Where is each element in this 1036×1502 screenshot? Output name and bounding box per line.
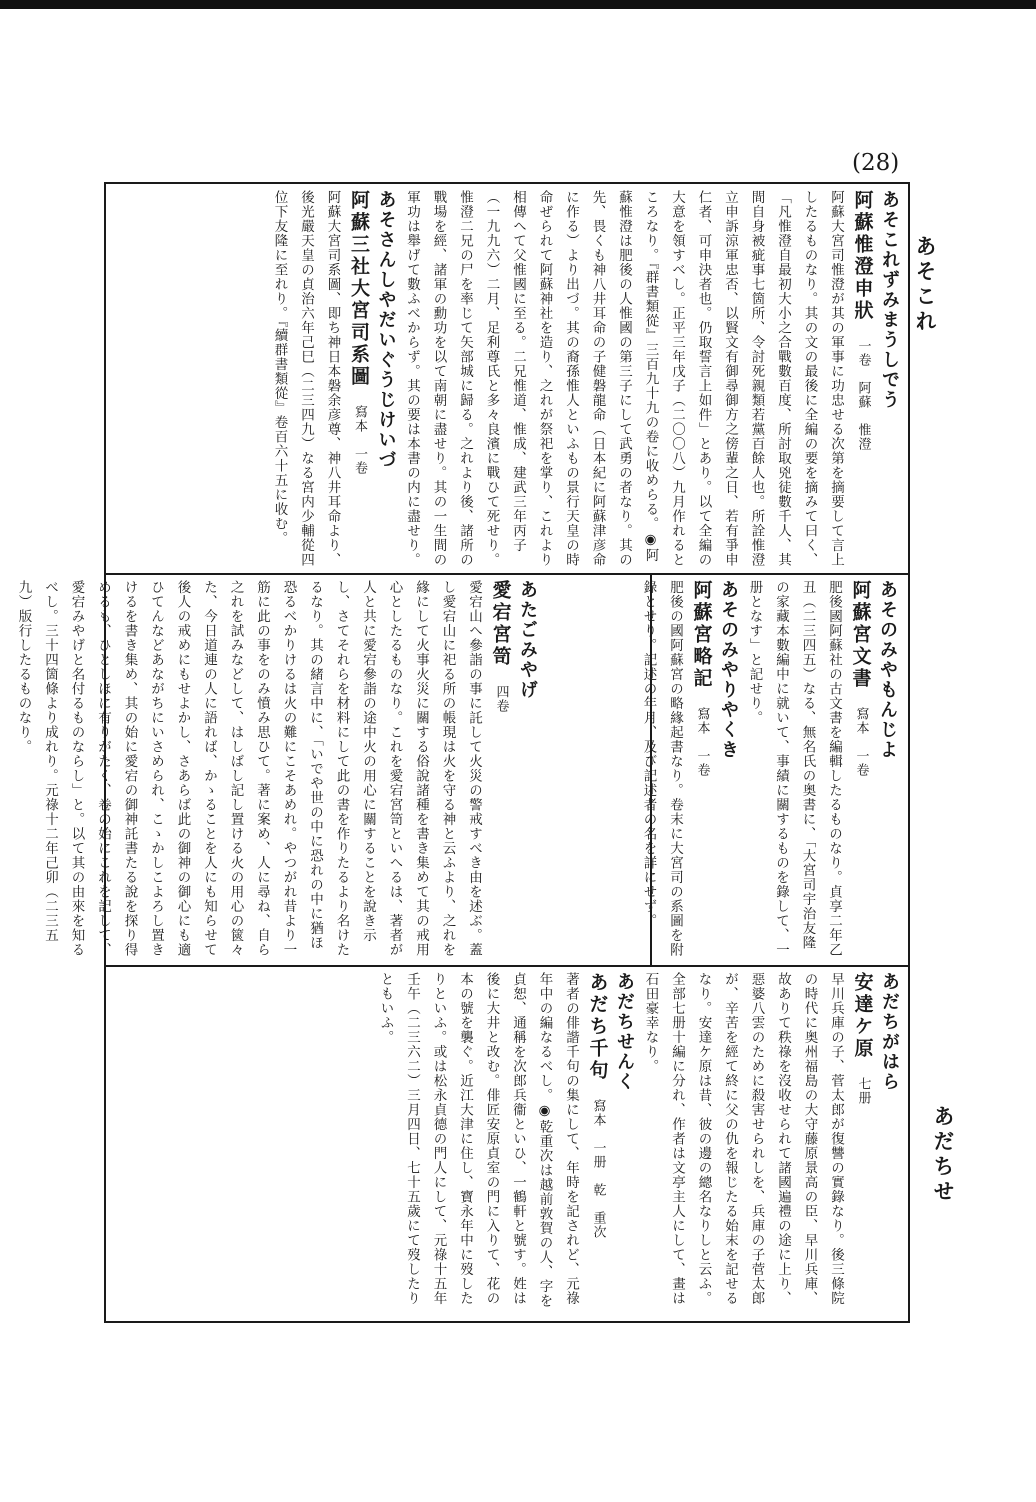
entry-text: 愛宕山へ參詣の事に託して火災の警戒すべき由を述ぶ。蓋し愛宕山に祀る所の帳現は火を守る神と云ふより、之れを緣にして火事火災に關する俗說諸種を書き集めて其の戒用心としたるものなり。これを愛宕宮笥といへるは、著者が人と共に愛宕參詣の途中火の用心に關することを說き示し、さてそれらを材料にして此の書を作りたるより名けたるなり。其の緒言中に、「いでや世の中に恐れの中に猶ほ恐るべかりけるは火の難にこそあめれ。やつがれ昔より一筋に此の事をのみ憤み思ひて。著に案め、人に尋ね、自ら之れを試みなどして、はしばし記し置ける火の用心の篋々た、今日道連の人に語れば、かゝることを人にも知らせて後人の戒めにもせよかし、さあらば此の御神の御心にも適ひてんなどあながちにいさめられ、こゝかしこよろし置きけるを書き集め、其の始に愛宕の御神託書たる說を探り得めるも、ひとしほに有りがたく、卷の始にこれを記して、愛宕みやげと名付るものならし」と。以て其の由來を知るべし。三十四箇條より成れり。元祿十二年己卯（二三五九）版行したるものなり。 xyxy=(15,580,482,957)
entry-title-line xyxy=(489,580,512,713)
entry-title: 阿蘇三社大宮司系圖 xyxy=(348,190,370,388)
page-number: (28) xyxy=(852,150,900,176)
entry-title-line xyxy=(586,972,609,1239)
entry-title-line xyxy=(851,190,874,451)
entry-title-line xyxy=(851,972,874,1105)
entry-text: 阿蘇大宮司系圖、即ち神日本磐余彦尊、神八井耳命より、後光嚴天皇の貞治六年己巳（二三四九）なる宮内少輔從四位下友隆に至れり。『續群書類從』卷百六十五に收む。 xyxy=(271,190,341,567)
entry-text: 阿蘇大宮司惟澄が其の軍事に功忠せる次第を摘要して言上したるものなり。其の文の最後に全編の要を摘みて曰く、「凡惟澄自最初大小之合戰數百度、所討取兇徒數千人、其間自身被疵事七箇所、令討死親類若黨百餘人也。所詮惟澄立申訴涼軍忠否、以賢文有御尋御方之傍輩之日、若有爭申仁者、可申決者也。仍取誓言上如件」とあり。以て全編の大意を領すべし。正平三年戊子（二〇〇八）九月作れるところなり。『群書類從』三百九十九の卷に收めらる。◉阿蘇惟澄は肥後の人惟國の第三子にして武勇の者なり。其の先、畏くも神八井耳命の子健磐龍命（日本紀に阿蘇津彦命に作る）より出づ。其の裔孫惟人といふもの景行天皇の時命ぜられて阿蘇神社を造り、之れが祭祀を掌り、これより相傳へて父惟國に至る。二兄惟道、惟成、建武三年丙子（一九九六）二月、足利尊氏と多々良濱に戰ひて死せり。惟澄二兄の尸を率じて矢部城に歸る。之れより後、諸所の戰場を經、諸軍の勳功を以て南朝に盡せり。其の一生間の軍功は舉げて數ふべからず。其の要は本書の内に盡せり。 xyxy=(404,190,844,567)
entry-kana-heading: あそのみやもんじよ xyxy=(877,580,898,760)
entry-kana-heading: あたごみやげ xyxy=(517,580,538,700)
margin-index-bottom: あだちせ xyxy=(931,1105,956,1205)
entry-title: 安達ケ原 xyxy=(851,972,874,1060)
page-top-rule xyxy=(0,0,1036,9)
entry-text: 早川兵庫の子、菅太郎が復讐の實錄なり。後三條院の時代に奥州福島の大守藤原景高の臣、早川兵庫、故ありて秩祿を沒收せられて諸國遍禮の途に上り、惡婆八雲のために殺害せられしを、兵庫の子菅太郎が、辛苦を經て終に父の仇を報じたる始末を記せるなり。安達ケ原は昔、彼の邊の總名なりしと云ふ。全部七册十編に分れ、作者は文亭主人にして、畫は石田豪幸なり。 xyxy=(642,972,844,1306)
entry-meta: 七册 xyxy=(855,1077,871,1105)
entry-block-top xyxy=(112,190,902,568)
entry-meta: 寫本 一卷 xyxy=(853,707,869,777)
entry-title: 阿蘇惟澄申狀 xyxy=(851,190,874,322)
entry-meta: 寫本 一册 乾 重次 xyxy=(590,1099,606,1239)
entry-title: 阿蘇宮略記 xyxy=(690,580,713,690)
entry-kana-heading: あだちがはら xyxy=(879,972,900,1092)
entry-text: 著者の俳諧千句の集にして、年時を記されど、元祿年中の編なるべし。◉乾重次は越前敦賀の人、字を貞恕、通稱を次郎兵衞といひ、一鶴軒と號す。姓は後に大井と改む。俳匠安原貞室の門に入りて、花の本の號を襲ぐ。近江大津に住し、寶永年中に歿したりといふ。或は松永貞德の門人にして、元祿十五年壬午（二三六二）三月四日、七十五歲にて歿したりともいふ。 xyxy=(377,972,579,1308)
entry-meta: 寫本 一卷 xyxy=(352,405,367,475)
entry-meta: 一卷 阿蘇 惟澄 xyxy=(855,339,871,451)
entry-block-bottom xyxy=(112,972,902,1316)
row-divider-2 xyxy=(104,965,910,967)
entry-title: 阿蘇宮文書 xyxy=(849,580,872,690)
entry-text: 肥後國阿蘇社の古文書を編輯したるものなり。貞享二年乙丑（二三四五）なる、無名氏の奥書に、「大宮司宇治友隆の家藏本數編中に就いて、事績に關するものを錄して、一册となす」と記せり。 xyxy=(746,580,842,957)
entry-title: あだち千句 xyxy=(586,972,609,1082)
entry-title: 愛宕宮笥 xyxy=(489,580,512,668)
margin-index-top: あそこれ xyxy=(913,235,938,335)
entry-kana-heading: あそのみやりやくき xyxy=(718,580,739,760)
entry-kana-heading: あだちせんく xyxy=(614,972,635,1092)
entry-text: 肥後の國阿蘇宮の略緣起書なり。卷末に大宮司の系圖を附錄とせり。記述の年月、及び記述者の名を詳にせず。 xyxy=(640,580,683,957)
entry-block-middle-right xyxy=(545,580,900,958)
entry-title-line xyxy=(348,190,370,475)
entry-kana-heading: あそさんしやだいぐうじけいづ xyxy=(375,190,397,470)
row-divider-1 xyxy=(104,573,910,575)
entry-title-line xyxy=(690,580,713,777)
entry-block-middle-left xyxy=(15,580,540,958)
entry-title-line xyxy=(849,580,872,777)
entry-kana-heading: あそこれずみまうしでう xyxy=(879,190,900,410)
entry-meta: 四卷 xyxy=(493,685,509,713)
entry-meta: 寫本 一卷 xyxy=(694,707,710,777)
